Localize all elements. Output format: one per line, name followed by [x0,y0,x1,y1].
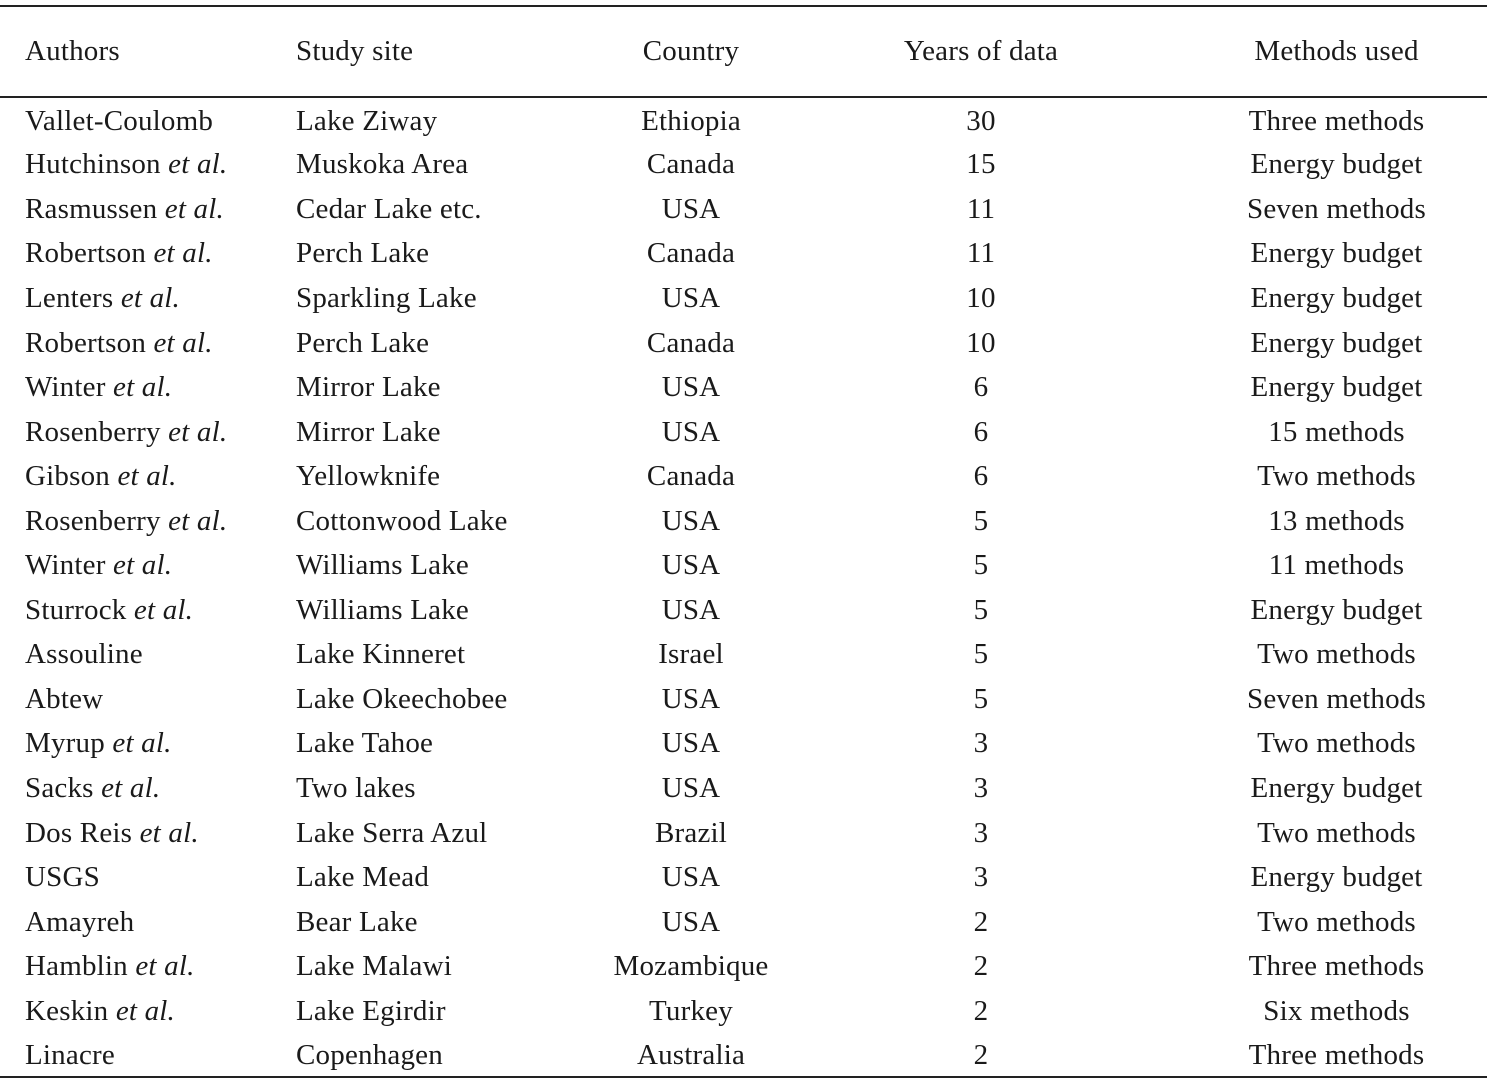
cell-years-of-data: 2 [973,950,989,983]
cell-author [0,187,296,232]
table-row [0,855,1487,900]
author-name: Gibson [25,460,118,493]
cell-methods-used: Energy budget [1250,326,1423,359]
author-name: Linacre [25,1039,115,1072]
author-name: Amayreh [25,905,135,938]
cell-study-site: Perch Lake [296,326,430,359]
cell-methods-used: Two methods [1257,727,1416,760]
header-row [0,0,1487,98]
author-et-al: et al. [168,415,228,448]
cell-country: USA [661,371,721,404]
header-country: Country [642,34,740,67]
cell-methods-used: Energy budget [1250,237,1423,270]
cell-methods-used: Energy budget [1250,371,1423,404]
header-authors: Authors [25,34,120,67]
cell-methods-used: Two methods [1257,905,1416,938]
cell-years-of-data: 11 [966,192,996,225]
cell-years-of-data: 5 [973,593,989,626]
header-years-of-data: Years of data [903,34,1059,67]
cell-years-of-data: 15 [966,148,996,181]
author-et-al: et al. [153,237,213,270]
cell-country: USA [661,861,721,894]
cell-methods-used: 13 methods [1268,504,1405,537]
cell-methods-used: Energy budget [1250,148,1423,181]
author-name: Hamblin [25,950,136,983]
cell-years-of-data: 5 [973,504,989,537]
cell-years-of-data: 2 [973,994,989,1027]
author-name: Myrup [25,727,113,760]
table-row [0,677,1487,722]
cell-methods-used: Energy budget [1250,593,1423,626]
author-name: Robertson [25,237,154,270]
cell-study-site: Lake Kinneret [296,638,466,671]
author-name: Rosenberry [25,504,169,537]
author-name: Sacks [25,771,102,804]
cell-study-site: Yellowknife [296,460,441,493]
cell-years-of-data: 5 [973,682,989,715]
cell-study-site: Copenhagen [296,1039,443,1072]
cell-methods-used: 11 methods [1268,549,1405,582]
table-row [0,276,1487,321]
table-row [0,454,1487,499]
cell-methods-used: Three methods [1248,950,1425,983]
cell-study-site: Sparkling Lake [296,281,477,314]
cell-years-of-data: 3 [973,771,989,804]
table-row [0,321,1487,366]
author-et-al: et al. [117,460,177,493]
cell-study-site: Lake Mead [296,861,430,894]
cell-years-of-data: 5 [973,549,989,582]
table-row [0,232,1487,277]
cell-author [0,811,296,856]
author-name: Winter [25,549,114,582]
cell-country: USA [661,192,721,225]
author-name: Robertson [25,326,154,359]
cell-study-site: Lake Ziway [296,104,438,137]
table-row [0,143,1487,188]
cell-country: USA [661,771,721,804]
table-header [0,0,1487,98]
cell-country: USA [661,593,721,626]
author-et-al: et al. [139,816,199,849]
author-name: Rasmussen [25,192,165,225]
cell-country: USA [661,415,721,448]
cell-country: USA [661,905,721,938]
table-row [0,499,1487,544]
author-et-al: et al. [168,148,228,181]
cell-author [0,588,296,633]
author-et-al: et al. [133,593,194,626]
cell-methods-used: Two methods [1257,638,1416,671]
table-row [0,766,1487,811]
cell-author [0,766,296,811]
author-name: USGS [25,861,100,894]
cell-study-site: Williams Lake [296,549,469,582]
table-row [0,1033,1487,1078]
author-name: Keskin [25,994,116,1027]
cell-years-of-data: 6 [973,371,989,404]
cell-methods-used: Six methods [1263,994,1410,1027]
cell-country: USA [661,727,721,760]
author-et-al: et al. [168,504,228,537]
cell-years-of-data: 3 [973,861,989,894]
cell-study-site: Two lakes [296,771,416,804]
cell-study-site: Mirror Lake [296,415,441,448]
cell-study-site: Lake Okeechobee [296,682,508,715]
cell-country: Brazil [654,816,728,849]
cell-author [0,98,296,143]
table-row [0,365,1487,410]
table-row [0,900,1487,945]
table-row [0,811,1487,856]
author-et-al: et al. [113,549,173,582]
table-body [0,98,1487,1078]
cell-study-site: Lake Egirdir [296,994,446,1027]
table-row [0,187,1487,232]
cell-years-of-data: 10 [966,281,996,314]
author-et-al: et al. [153,326,213,359]
cell-years-of-data: 10 [966,326,996,359]
cell-country: Turkey [649,994,733,1027]
cell-author [0,1033,296,1078]
cell-methods-used: Three methods [1248,1039,1425,1072]
author-name: Assouline [25,638,143,671]
cell-study-site: Bear Lake [296,905,418,938]
cell-country: USA [661,504,721,537]
cell-study-site: Perch Lake [296,237,430,270]
table-row [0,989,1487,1034]
cell-country: Mozambique [613,950,769,983]
author-name: Dos Reis [25,816,140,849]
cell-country: Canada [646,326,736,359]
table-row [0,633,1487,678]
cell-methods-used: Three methods [1248,104,1425,137]
cell-author [0,499,296,544]
cell-country: Ethiopia [641,104,741,137]
author-et-al: et al. [115,994,175,1027]
cell-author [0,855,296,900]
cell-methods-used: Energy budget [1250,771,1423,804]
author-name: Lenters [25,281,121,314]
author-et-al: et al. [164,192,224,225]
cell-author [0,321,296,366]
cell-years-of-data: 2 [973,905,989,938]
cell-years-of-data: 2 [973,1039,989,1072]
cell-author [0,232,296,277]
table-row [0,722,1487,767]
cell-years-of-data: 5 [973,638,989,671]
author-name: Sturrock [25,593,134,626]
cell-author [0,276,296,321]
author-et-al: et al. [120,281,180,314]
cell-years-of-data: 3 [973,727,989,760]
table-row [0,410,1487,455]
cell-author [0,900,296,945]
cell-study-site: Cottonwood Lake [296,504,508,537]
author-name: Vallet-Coulomb [25,104,214,137]
cell-methods-used: Seven methods [1247,682,1426,715]
cell-study-site: Cedar Lake etc. [296,192,482,225]
author-et-al: et al. [113,371,173,404]
author-name: Rosenberry [25,415,169,448]
cell-author [0,543,296,588]
cell-author [0,944,296,989]
header-study-site: Study site [296,34,414,67]
cell-methods-used: Seven methods [1247,192,1426,225]
cell-author [0,989,296,1034]
cell-country: USA [661,682,721,715]
header-methods-used: Methods used [1254,34,1419,67]
cell-study-site: Mirror Lake [296,371,441,404]
cell-country: Israel [658,638,724,671]
author-name: Hutchinson [25,148,169,181]
cell-study-site: Lake Tahoe [296,727,434,760]
cell-country: USA [661,281,721,314]
cell-study-site: Lake Malawi [296,950,452,983]
cell-study-site: Williams Lake [296,593,469,626]
cell-methods-used: Two methods [1257,460,1416,493]
cell-years-of-data: 30 [966,104,996,137]
cell-author [0,454,296,499]
author-et-al: et al. [101,771,161,804]
cell-study-site: Lake Serra Azul [296,816,488,849]
table-row [0,588,1487,633]
cell-author [0,722,296,767]
cell-years-of-data: 6 [973,415,989,448]
cell-author [0,410,296,455]
cell-years-of-data: 6 [973,460,989,493]
cell-author [0,633,296,678]
cell-country: Canada [646,148,736,181]
cell-author [0,677,296,722]
cell-country: Australia [636,1039,746,1072]
cell-country: Canada [646,460,736,493]
author-et-al: et al. [112,727,172,760]
cell-author [0,143,296,188]
table-row [0,543,1487,588]
author-name: Abtew [25,682,104,715]
author-name: Winter [25,371,114,404]
cell-methods-used: Energy budget [1250,861,1423,894]
cell-methods-used: Two methods [1257,816,1416,849]
cell-country: Canada [646,237,736,270]
cell-years-of-data: 3 [973,816,989,849]
cell-study-site: Muskoka Area [296,148,469,181]
table-row [0,944,1487,989]
cell-methods-used: 15 methods [1268,415,1405,448]
cell-country: USA [661,549,721,582]
cell-methods-used: Energy budget [1250,281,1423,314]
author-et-al: et al. [135,950,195,983]
cell-author [0,365,296,410]
cell-years-of-data: 11 [966,237,996,270]
table-row [0,98,1487,143]
